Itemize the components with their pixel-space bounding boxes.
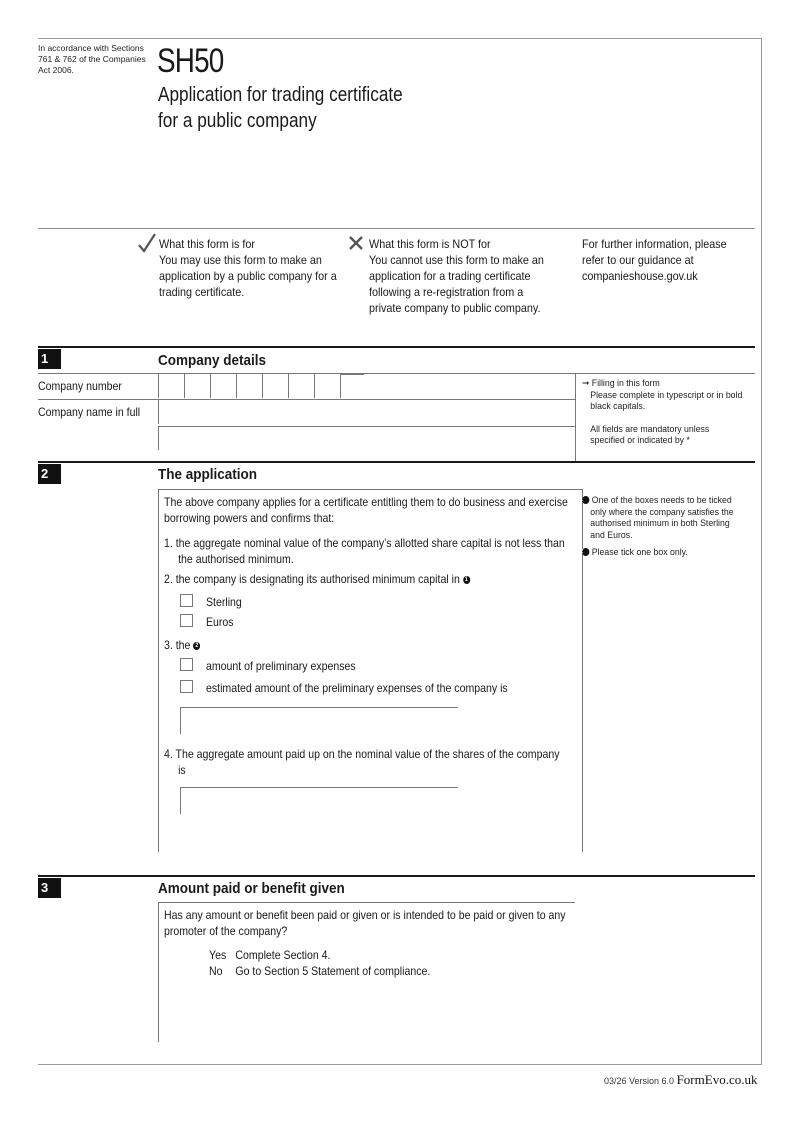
preliminary-expenses-label: amount of preliminary expenses (206, 659, 356, 673)
filling-in-line-2: All fields are mandatory unless specified or indicated by * (590, 423, 710, 446)
sterling-checkbox[interactable] (180, 594, 193, 607)
section-1-header-divider (38, 373, 755, 374)
promoter-question: Has any amount or benefit been paid or given or is intended to be paid or given to any promoter of the company? (164, 908, 566, 938)
section-3-box-left (158, 902, 159, 1042)
euros-checkbox[interactable] (180, 614, 193, 627)
form-title-line-1: Application for trading certificate (158, 84, 403, 106)
form-for-heading: What this form is for (159, 237, 256, 251)
yes-option (209, 947, 330, 963)
application-item-4: 4. The aggregate amount paid up on the nominal value of the shares of the company is (164, 747, 560, 777)
note-2-marker: 2 (193, 642, 200, 650)
form-code: SH50 (157, 42, 224, 80)
filling-in-line-1: Please complete in typescript or in bold black capitals. (590, 389, 743, 412)
form-title (158, 82, 519, 134)
note-1-number: 1 (582, 496, 589, 504)
expenses-amount-field[interactable] (180, 707, 458, 734)
company-name-field[interactable] (158, 400, 575, 450)
arrow-right-icon: ➞ (582, 378, 592, 389)
section-1-side-divider (575, 373, 576, 461)
brand-text: FormEvo.co.uk (676, 1072, 758, 1087)
form-for-body: You may use this form to make an application by a public company for a trading certificate. (159, 253, 337, 299)
sterling-label: Sterling (206, 595, 242, 609)
company-number-field[interactable] (158, 374, 365, 398)
no-label: No (209, 964, 223, 978)
yes-label: Yes (209, 948, 227, 962)
preliminary-expenses-checkbox[interactable] (180, 658, 193, 671)
estimated-expenses-label: estimated amount of the preliminary expenses of the company is (206, 681, 508, 695)
version-text: 03/26 Version 6.0 (604, 1076, 675, 1086)
estimated-expenses-checkbox[interactable] (180, 680, 193, 693)
note-1-marker: 1 (463, 576, 470, 584)
yes-instruction: Complete Section 4. (235, 948, 331, 962)
section-1-title: Company details (158, 352, 267, 369)
legislation-reference: In accordance with Sections 761 & 762 of the Companies Act 2006. (38, 43, 146, 75)
section-2-title: The application (158, 466, 258, 483)
section-2-notes (582, 495, 743, 559)
form-title-line-2: for a public company (158, 110, 317, 132)
page-frame-bottom (38, 1064, 762, 1065)
section-1-rule (38, 346, 755, 348)
section-3-box-top (158, 902, 575, 903)
page-frame-right (761, 38, 762, 1065)
form-not-for-heading: What this form is NOT for (369, 237, 491, 251)
note-2: 2 Please tick one box only. (580, 547, 688, 558)
section-2-box-left (158, 489, 159, 852)
form-not-for-block (369, 236, 549, 316)
form-for-block (159, 236, 339, 300)
company-name-label: Company name in full (38, 405, 141, 419)
section-2-box-top (158, 489, 582, 490)
section-2-rule (38, 461, 755, 463)
section-1-number: 1 (38, 349, 61, 369)
application-item-3: 3. the 2 (164, 637, 200, 653)
no-instruction: Go to Section 5 Statement of compliance. (235, 964, 431, 978)
further-info: For further information, please refer to our guidance at companieshouse.gov.uk (582, 237, 727, 283)
note-1: 1 One of the boxes needs to be ticked only where the company satisfies the authorised minimum in both Sterling and Euros. (580, 495, 734, 541)
section-3-title: Amount paid or benefit given (158, 880, 345, 897)
euros-label: Euros (206, 615, 234, 629)
application-item-1: 1. the aggregate nominal value of the company’s allotted share capital is not less than the authorised minimum. (164, 536, 565, 566)
no-option (209, 963, 430, 979)
application-item-2: 2. the company is designating its authorised minimum capital in 1 (164, 571, 569, 587)
paid-up-amount-field[interactable] (180, 787, 458, 814)
page-frame-top (38, 38, 762, 39)
application-intro: The above company applies for a certificate entitling them to do business and exercise borrowing powers and confirms that: (164, 495, 568, 525)
note-2-number: 2 (582, 548, 589, 556)
form-not-for-body: You cannot use this form to make an application for a trading certificate following a re-registration from a private company to public company. (369, 253, 544, 315)
cross-icon (348, 235, 364, 251)
filling-in-heading: ➞ Filling in this form (582, 378, 660, 389)
check-icon (138, 233, 156, 253)
company-number-label: Company number (38, 379, 122, 393)
section-2-number: 2 (38, 464, 61, 484)
page-footer (604, 1072, 757, 1088)
intro-divider (38, 228, 755, 229)
section-3-number: 3 (38, 878, 61, 898)
filling-in-note (582, 378, 743, 447)
section-3-rule (38, 875, 755, 877)
